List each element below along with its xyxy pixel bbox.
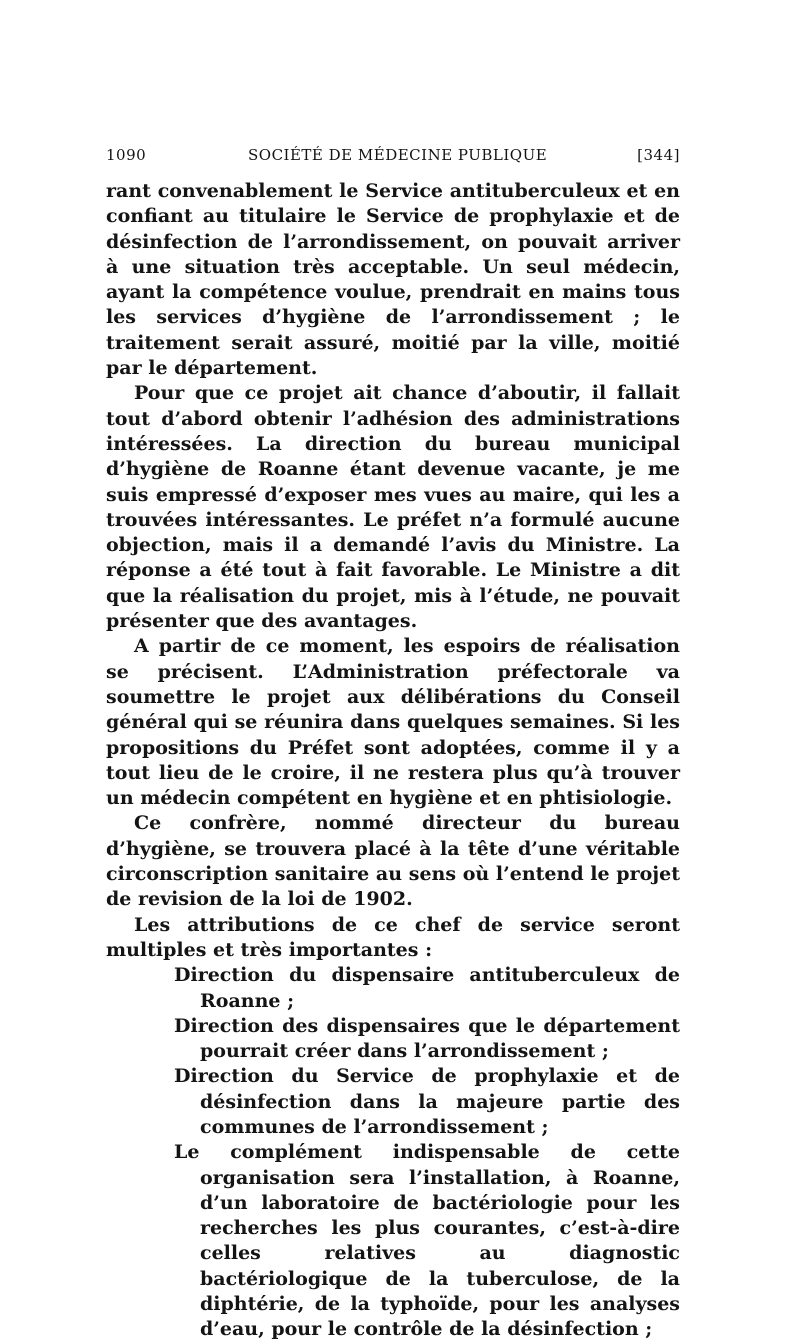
list-item: Direction du dispensaire antituberculeux de Roanne ; <box>174 964 680 1012</box>
page-number: 1090 <box>106 146 147 164</box>
paragraph: A partir de ce moment, les espoirs de réalisation se précisent. L’Administration préfectorale va soumettre le projet aux délibérations du Conseil général qui se réunira dans quelques semaines. Si les propositions du Préfet sont adoptées, comme il y a tout lieu de le croire, il ne restera plus qu’à trouver un médecin compétent en hygiène et en phtisiologie. <box>106 635 680 810</box>
paragraph: Les attributions de ce chef de service seront multiples et très importantes : <box>106 913 680 961</box>
body-text <box>106 179 680 1343</box>
paragraph: Ce confrère, nommé directeur du bureau d’hygiène, se trouvera placé à la tête d’une véritable circonscription sanitaire au sens où l’entend le projet de revision de la loi de 1902. <box>106 812 680 911</box>
list-item: Direction des dispensaires que le département pourrait créer dans l’arrondissement ; <box>174 1014 680 1063</box>
page-reference: [344] <box>637 146 680 164</box>
paragraph: Pour que ce projet ait chance d’aboutir, il fallait tout d’abord obtenir l’adhésion des administrations intéressées. La direction du bureau municipal d’hygiène de Roanne étant devenue vacante, je me suis empressé d’exposer mes vues au maire, qui les a trouvées intéressantes. Le préfet n’a formulé aucune objection, mais il a demandé l’avis du Ministre. La réponse a été tout à fait favorable. Le Ministre a dit que la réalisation du projet, mis à l’étude, ne pouvait présenter que des avantages. <box>106 382 680 633</box>
running-title: SOCIÉTÉ DE MÉDECINE PUBLIQUE <box>248 146 548 164</box>
running-header <box>106 146 680 168</box>
paragraph-continuation: rant convenablement le Service antituberculeux et en confiant au titulaire le Service de prophylaxie et de désinfection de l’arrondissement, on pouvait arriver à une situation très acceptable. Un seul médecin, ayant la compétence voulue, prendrait en mains tous les services d’hygiène de l’arrondissement ; le traitement serait assuré, moitié par la ville, moitié par le département. <box>106 180 680 380</box>
list-item: Direction du Service de prophylaxie et de désinfection dans la majeure partie des communes de l’arrondissement ; <box>174 1065 680 1138</box>
list-item: Le complément indispensable de cette organisation sera l’installation, à Roanne, d’un laboratoire de bactériologie pour les recherches les plus courantes, c’est-à-dire celles relatives au diagnostic bactériologique de la tuberculose, de la diphtérie, de la typhoïde, pour les analyses d’eau, pour le contrôle de la désinfection ; <box>174 1141 680 1341</box>
